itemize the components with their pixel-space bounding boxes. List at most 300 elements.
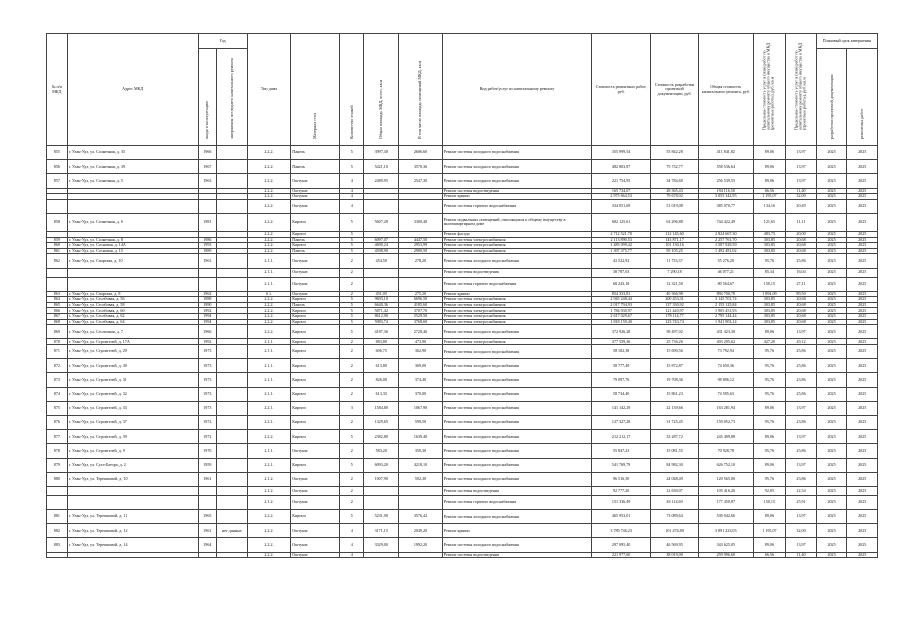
cell-house-type: 2.1.1. [247,345,291,359]
cell-address: г. Улан-Удэ, ул. Терешковой, д. 11 [67,510,198,524]
cell-plan-design: 2025 [816,277,847,291]
cell-floors: 2 [340,373,364,387]
cell-plan-works: 2025 [847,199,878,213]
cell-design-cost: 55 842,28 [651,146,699,160]
cell-address: г. Улан-Удэ, ул. Спартака, д. 10 [67,254,198,268]
cell-floors: 2 [340,277,364,291]
cell-design-cost: 101 130,16 [651,243,699,249]
cell-year-commission: 1962 [198,291,217,297]
cell-house-type: 2.2.2. [247,430,291,444]
cell-year-commission: 1994 [198,319,217,325]
table-body [47,146,878,558]
table-row [47,199,878,213]
cell-year-privatization [217,552,248,558]
cell-num: 855 [47,146,68,160]
cell-work-type: Ремонт системы водоотведения [442,188,591,194]
cell-limit-per-sqm: 303,85 [753,243,786,249]
cell-year-commission: 1973 [198,359,217,373]
table-row [47,277,878,291]
cell-plan-design: 2025 [816,314,847,320]
header-total-cost: Общая стоимость капитального ремонта, руб. [699,34,754,146]
cell-total-area [364,495,399,509]
header-num: № п/п МКД [47,34,68,146]
header-repair-cost: Стоимость ремонтных работ, руб. [592,34,651,146]
header-plan-works: ремонтных работ [847,49,878,146]
cell-work-type: Ремонт системы электроснабжения [442,237,591,243]
repair-program-table [46,33,878,558]
cell-repair-cost: 2 617 029,67 [592,314,651,320]
cell-house-type: 2.2.2. [247,174,291,188]
cell-premises-area: 502,30 [399,472,443,486]
cell-num: 873 [47,373,68,387]
cell-year-privatization [217,345,248,359]
cell-premises-area [399,277,443,291]
cell-wall-material: Оштукат. [291,486,340,495]
cell-num: 870 [47,339,68,345]
cell-repair-cost: 1 818 159,40 [592,319,651,325]
cell-year-commission: 1992 [198,308,217,314]
cell-total-cost: 894 700,78 [699,291,754,297]
cell-floors: 5 [340,308,364,314]
cell-repair-cost: 96 516,50 [592,472,651,486]
cell-floors: 2 [340,415,364,429]
cell-limit-per-sqm: 89,06 [753,174,786,188]
cell-floors: 5 [340,237,364,243]
cell-total-area: 583,20 [364,444,399,458]
cell-house-type: 2.1.1. [247,373,291,387]
cell-design-cost: 112 145,60 [651,231,699,237]
cell-total-cost: 177 450,87 [699,495,754,509]
cell-house-type: 2.1.1. [247,387,291,401]
cell-house-type: 2.2.2. [247,552,291,558]
cell-plan-works: 2025 [847,387,878,401]
cell-work-type: Ремонт подвальных помещений, относящихся к общему имуществу в многоквартирном доме [442,213,591,231]
cell-limit-per-sqm: 66,56 [753,552,786,558]
cell-total-area: 3997,30 [364,146,399,160]
cell-house-type: 2.2.2. [247,243,291,249]
cell-total-cost: 74 595,63 [699,387,754,401]
cell-plan-design: 2025 [816,194,847,200]
cell-address: г. Улан-Удэ, ул. Строителей, д. 17А [67,339,198,345]
cell-repair-cost: 682 125,61 [592,213,651,231]
cell-plan-works: 2025 [847,319,878,325]
header-address: Адрес МКД [67,34,198,146]
cell-house-type: 2.2.2. [247,213,291,231]
cell-year-privatization [217,199,248,213]
cell-plan-works: 2025 [847,552,878,558]
cell-wall-material: Кирпич [291,319,340,325]
cell-wall-material: Панель [291,237,340,243]
cell-work-type: Ремонт крыши [442,194,591,200]
cell-total-cost: 55 276,29 [699,254,754,268]
cell-wall-material: Кирпич [291,213,340,231]
cell-limit-design: 13,97 [786,538,817,552]
cell-year-commission: 1970 [198,444,217,458]
cell-design-cost: 40 366,98 [651,291,699,297]
cell-design-cost: 12 639,07 [651,486,699,495]
cell-year-privatization [217,458,248,472]
cell-address: г. Улан-Удэ, ул. Столбовая, д. 56 [67,297,198,303]
cell-wall-material: Оштукат. [291,268,340,277]
table-row [47,444,878,458]
cell-premises-area [399,552,443,558]
table-row [47,146,878,160]
cell-total-cost: 259 996,60 [699,552,754,558]
cell-address: г. Улан-Удэ, ул. Столбовая, д. 64 [67,319,198,325]
cell-design-cost: 15 690,56 [651,345,699,359]
cell-plan-works: 2025 [847,277,878,291]
cell-num [47,268,68,277]
cell-plan-design: 2025 [816,297,847,303]
cell-total-area: 6097,07 [364,237,399,243]
cell-limit-design: 11,40 [786,188,817,194]
table-row [47,254,878,268]
cell-year-commission: 1992 [198,339,217,345]
cell-repair-cost: 2 113 890,53 [592,237,651,243]
cell-year-privatization [217,277,248,291]
table-row [47,538,878,552]
cell-num: 872 [47,359,68,373]
cell-plan-design: 2025 [816,254,847,268]
cell-premises-area: 3576,42 [399,510,443,524]
cell-num: 862 [47,254,68,268]
cell-repair-cost: 2 712 521,70 [592,231,651,237]
cell-wall-material: Кирпич [291,415,340,429]
table-row [47,495,878,509]
cell-total-area: 8612,90 [364,314,399,320]
cell-num: 864 [47,297,68,303]
cell-house-type: 2.2.1. [247,401,291,415]
cell-wall-material: Оштукат. [291,174,340,188]
cell-floors: 2 [340,495,364,509]
cell-repair-cost: 1 397 375,77 [592,248,651,254]
cell-address: г. Улан-Удэ, ул. Строителей, д. 29 [67,345,198,359]
cell-num: 879 [47,458,68,472]
cell-design-cost: 31 725,45 [651,415,699,429]
cell-wall-material: Оштукат. [291,254,340,268]
cell-limit-per-sqm: 95,76 [753,373,786,387]
cell-year-privatization [217,472,248,486]
cell-year-privatization: нет данных [217,524,248,538]
cell-wall-material: Панель [291,146,340,160]
cell-floors: 4 [340,199,364,213]
cell-num: 877 [47,430,68,444]
cell-total-area: 454,50 [364,254,399,268]
cell-wall-material: Кирпич [291,373,340,387]
cell-plan-works: 2025 [847,243,878,249]
cell-total-area: 4187,36 [364,325,399,339]
cell-num: 865 [47,302,68,308]
cell-wall-material: Кирпич [291,314,340,320]
cell-total-area: 4598,90 [364,248,399,254]
cell-plan-works: 2025 [847,291,878,297]
cell-repair-cost: 541 769,79 [592,458,651,472]
cell-repair-cost: 55 847,23 [592,444,651,458]
header-house-type: Тип дома [247,34,291,146]
cell-total-cost: 2 155 125,84 [699,302,754,308]
table-row [47,415,878,429]
cell-premises-area: 2606,60 [399,146,443,160]
table-row [47,486,878,495]
cell-limit-per-sqm: 89,06 [753,538,786,552]
cell-plan-works: 2025 [847,297,878,303]
cell-year-commission: 1967 [198,160,217,174]
cell-num: 866 [47,308,68,314]
cell-design-cost: 46 569,95 [651,538,699,552]
cell-address: г. Улан-Удэ, ул. Солнечная, д. 39 [67,160,198,174]
cell-repair-cost: 58 102,38 [592,345,651,359]
cell-plan-works: 2025 [847,268,878,277]
cell-address [67,495,198,509]
cell-premises-area [399,495,443,509]
cell-limit-per-sqm: 92,05 [753,486,786,495]
cell-premises-area: 6696,50 [399,297,443,303]
cell-plan-works: 2025 [847,325,878,339]
cell-plan-design: 2025 [816,325,847,339]
cell-year-commission: 1973 [198,387,217,401]
table-row [47,387,878,401]
cell-limit-design: 13,97 [786,401,817,415]
cell-premises-area: 3768,60 [399,319,443,325]
cell-plan-works: 2025 [847,401,878,415]
cell-limit-per-sqm: 303,85 [753,314,786,320]
cell-house-type: 2.2.2. [247,510,291,524]
cell-house-type: 2.2.2. [247,524,291,538]
cell-premises-area [399,199,443,213]
cell-total-cost: 403 295,62 [699,339,754,345]
cell-work-type: Ремонт системы холодного водоснабжения [442,345,591,359]
cell-wall-material: Кирпич [291,510,340,524]
cell-work-type: Ремонт системы холодного водоснабжения [442,458,591,472]
cell-plan-design: 2025 [816,495,847,509]
cell-plan-design: 2025 [816,146,847,160]
cell-address [67,552,198,558]
cell-premises-area: 2049,20 [399,524,443,538]
cell-total-area: 2382,80 [364,430,399,444]
cell-repair-cost: 58 777,49 [592,359,651,373]
cell-design-cost: 28 365,43 [651,188,699,194]
cell-floors: 5 [340,146,364,160]
cell-plan-design: 2025 [816,339,847,345]
cell-address: г. Улан-Удэ, ул. Сосновая, д. 15 [67,248,198,254]
header-total-area: Общая площадь МКД, всего, кв.м [364,34,399,146]
cell-premises-area [399,268,443,277]
cell-total-cost: 46 077,21 [699,268,754,277]
cell-total-area: 5607,28 [364,213,399,231]
cell-design-cost: 200 453,31 [651,297,699,303]
cell-repair-cost: 355 999,54 [592,146,651,160]
cell-year-commission: 1972 [198,430,217,444]
cell-num [47,199,68,213]
cell-house-type: 6.1. [247,291,291,297]
cell-wall-material: Панель [291,302,340,308]
cell-design-cost: 15 861,23 [651,387,699,401]
cell-total-cost: 98 806,12 [699,373,754,387]
cell-year-privatization [217,268,248,277]
cell-limit-per-sqm: 303,85 [753,308,786,314]
cell-house-type: 2.1.1. [247,277,291,291]
cell-address: г. Улан-Удэ, ул. Строителей, д. 37 [67,415,198,429]
header-year-commission: ввода в эксплуатацию [198,49,217,146]
cell-limit-per-sqm: 95,76 [753,345,786,359]
table-row [47,213,878,231]
cell-total-cost: 431 423,30 [699,325,754,339]
cell-repair-cost: 854 333,81 [592,291,651,297]
cell-floors: 3 [340,401,364,415]
cell-address [67,199,198,213]
cell-design-cost: 15 872,87 [651,359,699,373]
cell-wall-material: Оштукат. [291,199,340,213]
cell-total-area: 6640,36 [364,302,399,308]
cell-address: г. Улан-Удэ, ул. Терешковой, д. 14 [67,538,198,552]
cell-limit-per-sqm: 95,76 [753,254,786,268]
cell-wall-material: Кирпич [291,430,340,444]
cell-design-cost: 25 736,26 [651,339,699,345]
cell-design-cost: 121 420,97 [651,308,699,314]
table-row [47,325,878,339]
cell-plan-works: 2025 [847,345,878,359]
cell-limit-per-sqm: 95,76 [753,359,786,373]
cell-limit-design: 20,68 [786,243,817,249]
cell-repair-cost: 221 754,95 [592,174,651,188]
cell-floors: 5 [340,325,364,339]
cell-plan-design: 2025 [816,237,847,243]
cell-total-cost: 2 795 144,44 [699,314,754,320]
cell-house-type: 2.2.2. [247,308,291,314]
cell-repair-cost: 221 977,60 [592,552,651,558]
cell-plan-design: 2025 [816,345,847,359]
cell-design-cost: 123 743,74 [651,319,699,325]
cell-house-type: 2.2.2. [247,325,291,339]
cell-address: г. Улан-Удэ, ул. Столичная, д. 7 [67,325,198,339]
cell-work-type: Ремонт системы водоотведения [442,552,591,558]
cell-year-privatization [217,430,248,444]
cell-floors: 5 [340,297,364,303]
cell-total-cost: 2 257 761,70 [699,237,754,243]
cell-address [67,277,198,291]
cell-address: г. Улан-Удэ, ул. Терешковой, д. 12 [67,524,198,538]
cell-total-cost: 245 499,88 [699,430,754,444]
cell-house-type: 2.2.1. [247,458,291,472]
cell-work-type: Ремонт системы холодного водоснабжения [442,472,591,486]
cell-limit-per-sqm: 150,15 [753,277,786,291]
cell-wall-material: Оштукат. [291,524,340,538]
cell-total-area: 1329,65 [364,415,399,429]
cell-plan-design: 2025 [816,387,847,401]
header-work-type: Вид работ/услуг по капитальному ремонту [442,34,591,146]
cell-plan-design: 2025 [816,444,847,458]
cell-plan-works: 2025 [847,160,878,174]
cell-work-type: Ремонт системы холодного водоснабжения [442,430,591,444]
header-year-privatization: завершения последнего капитального ремонта [217,49,248,146]
cell-address: г. Улан-Удэ, ул. Солнечная, д. 35 [67,146,198,160]
cell-address: г. Улан-Удэ, ул. Терешковой, д. 10 [67,472,198,486]
cell-plan-works: 2025 [847,415,878,429]
cell-floors: 4 [340,194,364,200]
cell-limit-per-sqm: 95,76 [753,387,786,401]
cell-wall-material: Оштукат. [291,277,340,291]
cell-premises-area: 1992,20 [399,538,443,552]
cell-house-type: 2.1.2. [247,472,291,486]
cell-year-commission: 1973 [198,401,217,415]
cell-address: г. Улан-Удэ, ул. Столбовая, д. 62 [67,314,198,320]
cell-num: 881 [47,510,68,524]
cell-floors: 5 [340,430,364,444]
cell-year-commission: 1972 [198,415,217,429]
cell-plan-design: 2025 [816,174,847,188]
table-row [47,524,878,538]
cell-limit-design: 13,97 [786,174,817,188]
cell-address [67,268,198,277]
cell-year-privatization [217,373,248,387]
cell-year-commission: 1990 [198,302,217,308]
cell-plan-design: 2025 [816,160,847,174]
cell-repair-cost: 68 243,18 [592,277,651,291]
cell-wall-material: Панель [291,248,340,254]
cell-repair-cost: 2 017 794,93 [592,302,651,308]
cell-repair-cost: 3 789 746,23 [592,524,651,538]
cell-plan-works: 2025 [847,248,878,254]
cell-repair-cost: 92 777,20 [592,486,651,495]
cell-address: г. Улан-Удэ, ул. Строителей, д. 31 [67,373,198,387]
cell-floors: 2 [340,359,364,373]
cell-total-area [364,277,399,291]
cell-plan-works: 2025 [847,237,878,243]
cell-plan-works: 2025 [847,308,878,314]
cell-year-commission [198,486,217,495]
cell-work-type: Ремонт системы холодного водоснабжения [442,401,591,415]
cell-total-area [364,486,399,495]
cell-limit-per-sqm: 89,06 [753,510,786,524]
cell-plan-works: 2025 [847,359,878,373]
cell-work-type: Ремонт системы электроснабжения [442,243,591,249]
cell-total-area: 613,35 [364,387,399,401]
cell-year-commission: 1973 [198,345,217,359]
cell-num: 882 [47,524,68,538]
cell-plan-works: 2025 [847,231,878,237]
cell-house-type: 2.1.1. [247,268,291,277]
cell-total-cost: 80 564,67 [699,277,754,291]
cell-limit-design: 27,11 [786,277,817,291]
cell-plan-works: 2025 [847,194,878,200]
cell-limit-design: 32,00 [786,524,817,538]
cell-num: 871 [47,345,68,359]
cell-wall-material: Оштукат. [291,188,340,194]
table-row [47,268,878,277]
cell-plan-works: 2025 [847,213,878,231]
cell-limit-design: 29,12 [786,339,817,345]
cell-total-cost: 343 625,05 [699,538,754,552]
cell-address: г. Улан-Удэ, ул. Строителей, д. 9 [67,444,198,458]
cell-repair-cost: 141 142,29 [592,401,651,415]
cell-num: 856 [47,160,68,174]
cell-total-cost: 539 042,66 [699,510,754,524]
cell-repair-cost: 43 522,92 [592,254,651,268]
cell-total-area: 9693,10 [364,297,399,303]
cell-floors: 5 [340,319,364,325]
cell-total-cost: 411 841,82 [699,146,754,160]
cell-floors: 2 [340,486,364,495]
cell-year-commission: 1988 [198,297,217,303]
cell-design-cost: 38 019,00 [651,552,699,558]
cell-year-commission: 1981 [198,213,217,231]
cell-limit-per-sqm: 95,76 [753,444,786,458]
cell-limit-design: 25,86 [786,254,817,268]
cell-year-commission: 1966 [198,325,217,339]
cell-work-type: Ремонт крыши [442,291,591,297]
cell-num: 858 [47,213,68,231]
cell-repair-cost: 151 336,49 [592,495,651,509]
